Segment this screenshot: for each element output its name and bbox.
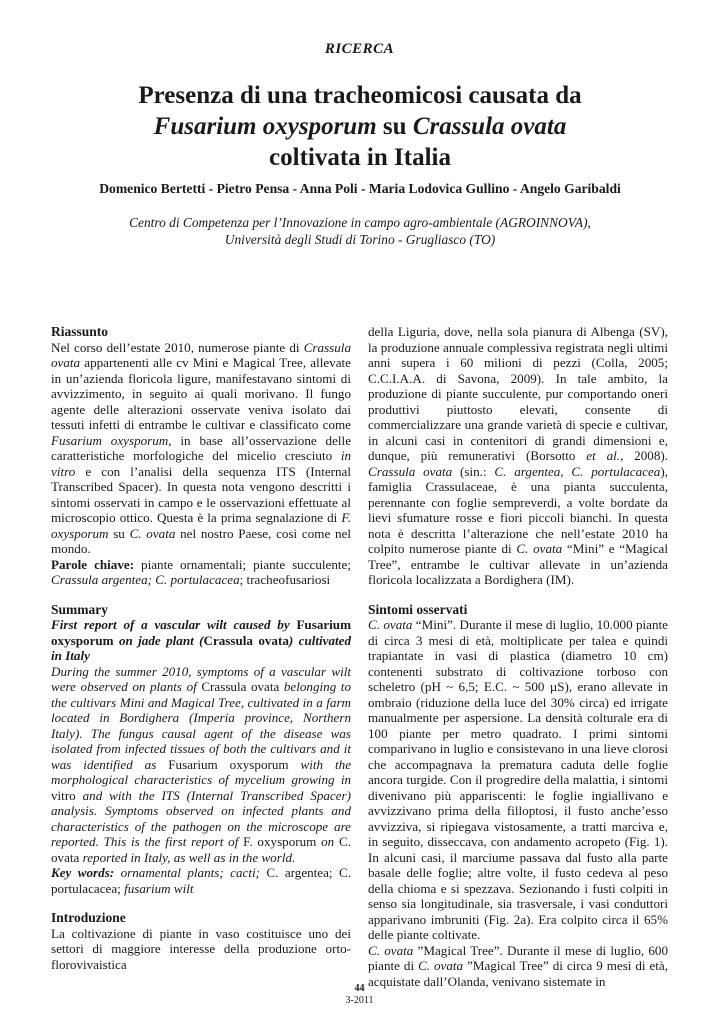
italic-run: Crassula ovata xyxy=(51,339,351,370)
italic-run: reported in Italy, as well as in the world. xyxy=(79,849,296,865)
text-run: on jade plant ( xyxy=(113,632,204,648)
title-pathogen: Fusarium oxysporum xyxy=(153,113,377,140)
sintomi-heading: Sintomi osservati xyxy=(368,601,468,617)
italic-run: in vitro xyxy=(51,448,351,479)
affiliation-line-1: Centro di Competenza per l’Innovazione in campo agro-ambientale (AGROINNOVA), xyxy=(129,215,591,230)
italic-run: C. ovata xyxy=(516,541,563,556)
introduzione-text: La coltivazione di piante in vaso costituisce uno dei settori di maggiore interesse della produzione orto-florovivaistica xyxy=(51,925,351,972)
right-column xyxy=(368,324,668,989)
text-run: ) cultivated in Italy xyxy=(51,632,351,663)
intro-continued xyxy=(368,324,668,588)
text-run: (sin.: xyxy=(452,463,495,479)
text-run: vitro xyxy=(51,787,76,803)
affiliation-line-2: Università degli Studi di Torino - Grugliasco (TO) xyxy=(224,232,496,247)
text-run: First report of a vascular wilt caused by xyxy=(51,617,297,632)
title-line-1: Presenza di una tracheomicosi causata da xyxy=(138,82,582,109)
italic-run: fusarium wilt xyxy=(124,880,194,896)
text-run: C. argentea; C. portulacacea; xyxy=(51,865,352,896)
text-run: appartenenti alle cv Mini e Magical Tree, allevate in un’azienda floricola ligure, manifestavano sintomi di avvizzimento, in seguito ai quali morivano. Il fungo agente delle alterazioni osservate veniva isolato dai tessuti infetti di entrambe le cultivar e classificato come xyxy=(51,355,351,432)
keywords-label: Parole chiave: xyxy=(51,556,135,572)
page-number: 44 xyxy=(354,983,365,994)
keywords-label: Key words: xyxy=(51,865,115,880)
text-run: Crassula ovata xyxy=(201,679,280,694)
text-run: della Liguria, dove, nella sola pianura di Albenga (SV), la produzione annuale complessiva registrata negli ultimi anni supera i 60 milioni di pezzi (Colla, 2005; C.C.I.A.A. di Savona, 2009). In tale ambito, la produzione di piante succulente, pur comportando oneri produttivi piuttosto elevati, consente di commercializzare una grande varietà di specie e cultivar, in alcuni casi in contenitori di grandi dimensioni e, dunque, più remunerativi (Borsotto xyxy=(368,324,668,463)
italic-run: During the summer 2010, symptoms of a vascular wilt were observed on plants of xyxy=(51,663,351,694)
parole-chiave xyxy=(51,557,351,588)
text-run: , in base all’osservazione delle caratteristiche morfologiche del micelio cresciuto xyxy=(51,432,352,463)
introduzione-heading: Introduzione xyxy=(51,910,126,925)
text-run: Fusarium oxysporum xyxy=(168,756,289,772)
riassunto-heading: Riassunto xyxy=(51,324,109,339)
affiliation xyxy=(60,214,660,248)
left-column xyxy=(51,324,351,972)
italic-run: C. ovata xyxy=(368,617,413,632)
italic-run: et al. xyxy=(586,448,621,463)
summary-heading: Summary xyxy=(51,601,108,617)
text-run: piante ornamentali; piante succulente; xyxy=(134,556,351,572)
summary-title xyxy=(51,617,351,664)
text-run: F. oxysporum xyxy=(243,834,317,849)
italic-run: belonging to the cultivars Mini and Magical Tree, cultivated in a farm located in Bordighera (Imperia province, Northern Italy). The fungus causal agent of the disease was isolated from infected tissues of both the cultivars and it was identified as xyxy=(51,679,351,772)
text-run: , 2008). xyxy=(620,448,669,463)
italic-run: C. argentea, C. portulacacea xyxy=(494,463,661,479)
author-list: Domenico Bertetti - Pietro Pensa - Anna Poli - Maria Lodovica Gullino - Angelo Garibaldi xyxy=(99,181,621,196)
italic-run: with the morphological characteristics of mycelium growing in xyxy=(51,756,352,787)
title-connector: su xyxy=(376,113,413,140)
text-run: “Mini”. Durante il mese di luglio, 10.000 piante di circa 3 mesi di età, moltiplicate per talea e quindi trapiantate in vasi di plastica (diametro 10 cm) contenenti substrato di coltivazione torboso con scheletro (pH ~ 6,5; E.C. ~ 500 µS), erano allevate in ombraio (riduzione della luce del 30% circa) ed irrigate manualmente per aspersione. La densità colturale era di 100 piante per metro quadrato. I primi sintomi comparivano in luglio e consistevano in una lieve clorosi che accompagnava la prematura caduta delle foglie ancora turgide. Con il progredire della malattia, i sintomi divenivano più appariscenti: le foglie ingiallivano e avvizzivano prima della filloptosi, il fusto anche’esso avvizziva, si ripiegava vistosamente, a tratti marciva e, in seguito, disseccava, con andamento acropeto (Fig. 1). In alcuni casi, il marciume passava dal fusto alla parte basale delle foglie; altre volte, il fusto cedeva al peso della chioma e si spezzava. Sezionando i fusti colpiti in senso sia longitudinale, sia trasversale, i vasi conduttori apparivano imbruniti (Fig. 2a). Era colpito circa il 65% delle piante coltivate. xyxy=(368,617,668,942)
italic-run: on xyxy=(316,834,340,849)
text-run: C. ovata xyxy=(51,834,352,865)
text-run: su xyxy=(108,525,130,541)
italic-run: and with the ITS (Internal Transcribed Spacer) analysis. Symptoms observed on infected plants and characteristics of the pathogen on the microscope are reported. This is the first report of xyxy=(51,787,351,849)
italic-run: Crassula argentea; C. portulacacea xyxy=(51,572,240,587)
text-run: “Mini” e “Magical Tree”, entrambe le cultivar allevate in un’azienda floricola localizzata a Bordighera (IM). xyxy=(368,541,669,587)
issue-number: 3-2011 xyxy=(345,995,374,1006)
italic-run: C. ovata xyxy=(418,958,464,973)
title-host: Crassula ovata xyxy=(412,113,567,140)
key-words xyxy=(51,865,351,896)
text-run: ; tracheofusariosi xyxy=(239,572,331,587)
section-label: RICERCA xyxy=(324,41,395,57)
italic-run: F. oxysporum xyxy=(51,510,351,541)
text-run: ”Magical Tree”. Durante il mese di luglio, 600 piante di xyxy=(368,942,669,973)
title-line-3: coltivata in Italia xyxy=(269,144,451,171)
text-run: nel nostro Paese, così come nel mondo. xyxy=(51,525,351,556)
text-run: Nel corso dell’estate 2010, numerose piante di xyxy=(51,339,304,355)
page-footer xyxy=(0,983,719,1007)
italic-run: C. ovata xyxy=(129,525,176,541)
text-run: e con l’analisi della sequenza ITS (Internal Transcribed Spacer). In questa nota vengono descritti i sintomi osservati in campo e le osservazioni effettuate al microscopio ottico. Questa è la prima segnalazione di xyxy=(51,463,351,525)
riassunto-text xyxy=(51,340,351,557)
article-title xyxy=(60,80,660,173)
sintomi-mini xyxy=(368,617,668,943)
summary-text xyxy=(51,664,351,866)
text-run: ”Magical Tree” di circa 9 mesi di età, acquistate dall’Olanda, venivano sistemate in xyxy=(368,958,669,989)
italic-run: C. ovata xyxy=(368,942,414,958)
italic-run: Fusarium oxysporum xyxy=(51,432,169,448)
italic-run: Crassula ovata xyxy=(368,463,453,479)
italic-run: ornamental plants; cacti; xyxy=(114,865,260,880)
text-run: Crassula ovata xyxy=(203,632,289,648)
text-run: Fusarium oxysporum xyxy=(51,617,351,648)
title-line-2 xyxy=(60,111,660,142)
text-run: ), famiglia Crassulaceae, è una pianta succulenta, perennante con foglie sempreverdi, a volte bordate da lievi sfumature rosse e fiori piccoli bianchi. In questa nota è descritta l’alterazione che nell’estate 2010 ha colpito numerose piante di xyxy=(368,463,668,556)
